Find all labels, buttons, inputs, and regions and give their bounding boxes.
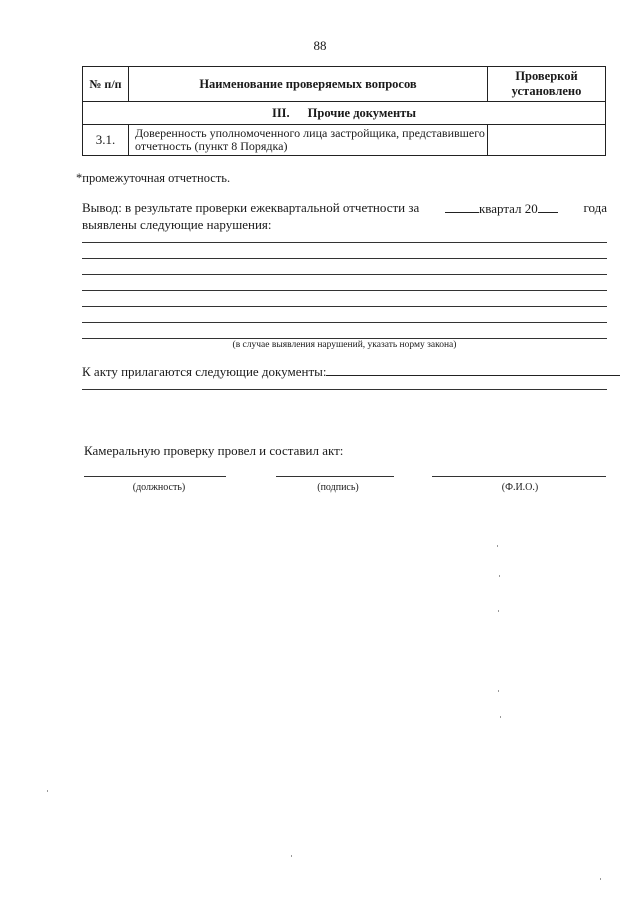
- conclusion-text: Вывод: в результате проверки ежеквартальной отчетности за: [82, 200, 420, 215]
- name-label: (Ф.И.О.): [501, 482, 539, 493]
- violations-line[interactable]: [82, 306, 607, 307]
- scan-speck: [600, 878, 601, 880]
- violations-line[interactable]: [82, 274, 607, 275]
- scan-speck: [500, 716, 501, 718]
- table-header-row: [83, 67, 606, 102]
- row-result[interactable]: [488, 125, 606, 156]
- position-label: (должность): [132, 482, 186, 493]
- violations-line[interactable]: [82, 338, 607, 339]
- attachments-field[interactable]: [326, 363, 620, 376]
- row-text: Доверенность уполномоченного лица застройщика, представившего отчетность (пункт 8 Порядка): [129, 125, 488, 156]
- attachments-row: [82, 363, 620, 380]
- check-table: [82, 66, 606, 156]
- violations-line[interactable]: [82, 258, 607, 259]
- scan-speck: [499, 575, 500, 577]
- section-row: [83, 102, 606, 125]
- violations-line[interactable]: [82, 242, 607, 243]
- table-row: [83, 125, 606, 156]
- violations-label: выявлены следующие нарушения:: [82, 217, 272, 232]
- violations-line[interactable]: [82, 290, 607, 291]
- violations-hint: (в случае выявления нарушений, указать норму закона): [232, 340, 457, 350]
- year-label: года: [583, 200, 607, 215]
- conclusion: [82, 200, 607, 233]
- conclusion-line: [82, 200, 607, 217]
- section-title: Прочие документы: [307, 105, 417, 120]
- scan-speck: [47, 790, 48, 792]
- attachments-label: К акту прилагаются следующие документы:: [82, 364, 327, 379]
- scan-speck: [291, 855, 292, 857]
- section-number: III.: [271, 105, 290, 120]
- name-line[interactable]: [432, 476, 606, 477]
- violations-line[interactable]: [82, 322, 607, 323]
- header-name: Наименование проверяемых вопросов: [129, 67, 488, 102]
- scan-speck: [498, 690, 499, 692]
- section-cell: [83, 102, 606, 125]
- page-number: 88: [313, 38, 327, 53]
- year-field[interactable]: [538, 200, 558, 213]
- attachments-line[interactable]: [82, 389, 607, 390]
- signature-label: (подпись): [317, 482, 359, 493]
- position-line[interactable]: [84, 476, 226, 477]
- footnote: *промежуточная отчетность.: [76, 171, 231, 185]
- quarter-label: квартал 20: [478, 201, 538, 216]
- header-num: № п/п: [83, 67, 129, 102]
- header-check: Проверкой установлено: [488, 67, 606, 102]
- scan-speck: [498, 610, 499, 612]
- signature-line[interactable]: [276, 476, 394, 477]
- row-num: 3.1.: [83, 125, 129, 156]
- signature-statement: Камеральную проверку провел и составил акт:: [84, 443, 344, 458]
- scan-speck: [497, 545, 498, 547]
- quarter-field[interactable]: [445, 200, 558, 217]
